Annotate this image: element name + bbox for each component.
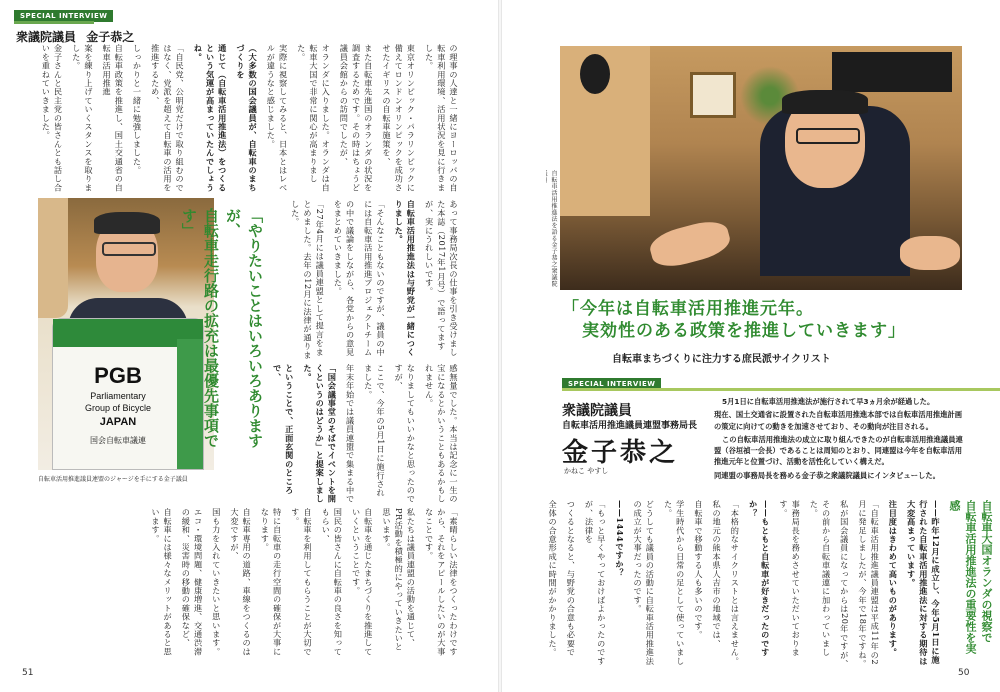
affiliation-label: 自転車活用推進議員連盟事務局長: [562, 421, 698, 431]
wall-cabinet: [832, 52, 952, 92]
glasses: [102, 242, 156, 256]
section-tag-right: SPECIAL INTERVIEW: [562, 378, 661, 390]
office-photo: [560, 46, 962, 290]
jersey-photo-caption: 自転車活用推進議員連盟のジャージを手にする金子議員: [38, 476, 188, 483]
article-body: ——昨年12月に成立し、今年5月1日に施行された自転車活用推進法に対する期待は大変高まっています。 注目度はきわめて高いものがあります。 「自転車活用推進議員連盟は平成11年の2月に発足しましたが、今年で18年ですね。 私が国会議員になってからは20年ですが、 その前から自転車議連に加わっていました。 事務局長を務めさせていただいております。 ——もともと自転車が好きだったのですか？ 「本格的なサイクリストとは言えません。 私の地元の熊本県人吉市の地域では、 自転車で移動する人も多いのです。 学生時代から日常の足として使っていました。 どうしても議員の活動に自転車活用推進法の成立が大事だったのです。 ——1444ですか？ 「もっと早くやっておけばよかったのですが、法律を つくるとなると、与野党の合意も必要で 全体の合意形成に時間がかかりました。: [548, 500, 941, 669]
interviewee-name: 金子恭之: [562, 438, 679, 468]
left-lower-mid-text: 感無量でした。本当は記念に一生の宝になるとかいうこともあるかもしれません。 なりましてもいいかなと思ったのですが、 ここで、今年の5月1日に施行されました。 年末年始では議員連盟で集まる中で 「国会議事堂のそばでイベントを開くというのはどうか」と提案しました。 ということで、正面玄関のところで、: [272, 364, 459, 504]
jersey-line-4: 国会自転車議連: [90, 436, 146, 445]
gesturing-hand: [647, 216, 734, 271]
headline-line-1: 「今年は自転車活用推進元年。: [562, 299, 814, 319]
section-tag: SPECIAL INTERVIEW: [14, 10, 113, 22]
left-page-number: 51: [22, 668, 34, 678]
name-furigana: かねこ やすし: [564, 467, 609, 475]
person-hair: [782, 90, 868, 114]
left-page: [0, 0, 498, 692]
jersey-line-3: JAPAN: [99, 416, 137, 428]
lead-text: 5月1日に自転車活用推進法が施行されて早3ヵ月余が経過した。 現在、国土交通省に設置された自転車活用推進本部では自転車活用推進計画の策定に向けての動きを加速させており、その動向が注目される。 この自転車活用推進法の成立に取り組んできたのが自転車活用推進議員連盟（谷垣禎一会長）であることは周知のとおり、同連盟は今年を自転車活用推進元年と位置づけ、活動を活性化していく構えだ。 同連盟の事務局長を務める金子恭之衆議院議員にインタビューした。: [714, 397, 963, 480]
article-section-title: 自転車大国オランダの視察で 自転車活用推進法の重要性を実感: [948, 500, 993, 654]
right-page-number: 50: [958, 668, 970, 678]
subheadline: 自転車まちづくりに注力する庶民派サイクリスト: [612, 354, 831, 365]
interview-bar: [562, 388, 1000, 391]
role-label: 衆議院議員: [562, 403, 632, 419]
person-hair: [94, 212, 160, 234]
left-mid-text: あって事務局次長の仕事を引き受けました本誌（2017年1月号）で語ってますが、実にうれしいです。 自転車活用推進法は与野党が一緒につくりました。 「そんなこともないのですが、議員の中には自転車活用推進プロジェクトチーム の中で議論をしながら、各党からの意見をまとめていきました。 「27年4月には議員連盟として提言をまとめました。去年の12月に法律が通りました。: [290, 200, 459, 360]
other-hand: [900, 236, 960, 270]
headline-line-2: 実効性のある政策を推進していきます」: [582, 321, 906, 341]
office-photo-caption: 自転車活用推進法を語る金子恭之衆議院: [550, 170, 557, 287]
framed-certificate: [690, 72, 736, 118]
jersey-logo-text: PGB: [94, 363, 142, 388]
pull-quote: 「やりたいことはいろいろありますが、 自転車走行路の拡充は最優先事項です」: [180, 208, 264, 448]
tag-underline: [14, 21, 94, 24]
mascot-figure: [580, 54, 610, 94]
background-decoration: [38, 198, 68, 318]
right-page: [502, 0, 1000, 692]
left-bottom-text: 「素晴らしい法律をつくったわけですから、それをアピールしたいのが大事なことです。 私たちは議員連盟の活動を通じて、PR活動を積極的にやっていきたいと思います。 自転車を通じたまちづくりを推進していくということです。 国民の皆さんに自転車の良さを知ってもらい、 自転車を利用してもらうことが大切です。 特に自転車の走行空間の確保が大事になります。 自転車専用の道路、車線をつくるのは大変ですが、 国も力を入れていきたいと思います。 エコ・環境問題、健康増進、交通渋滞の緩和、災害時の移動の確保など、 自転車には様々なメリットがあると思います。: [150, 508, 459, 656]
left-top-text: の理事の人達と一緒にヨーロッパの自転車利用環境、活用状況を見に行きました。 東京オリンピック・パラリンピックに備えてロンドンオリンピックを成功させたイギリスの自転車施策を、 また自転車先進国のオランダの状況を調査するためです。その時はちょうど議員会館からの訪問でしたが、 オランダに入りました。オランダは自転車大国で非常に関心が高まりました。 実際に視察してみると、日本とはレベルが違うなと感じました。 （大多数の国会議員が、自転車のまちづくりを 通じて（自転車活用推進法）をつくるという気運が高まっていたんでしょうね。 「自民党、公明党だけで取り組むのではなく、党派を超えて自転車の活用を推進するため、 しっかりと一緒に勉強しました。 自転車政策を推進し、国土交通省の自転車活用推進 案を練り上げていくスタンスを取りました。 金子さんと民主党の皆さんとも話し合いを重ねていきました。: [41, 44, 459, 192]
left-header-title: 衆議院議員 金子恭之: [16, 30, 135, 44]
jersey-line-2: Group of Bicycle: [84, 403, 152, 413]
jersey-line-1: Parliamentary: [90, 391, 146, 401]
glasses: [796, 128, 860, 144]
